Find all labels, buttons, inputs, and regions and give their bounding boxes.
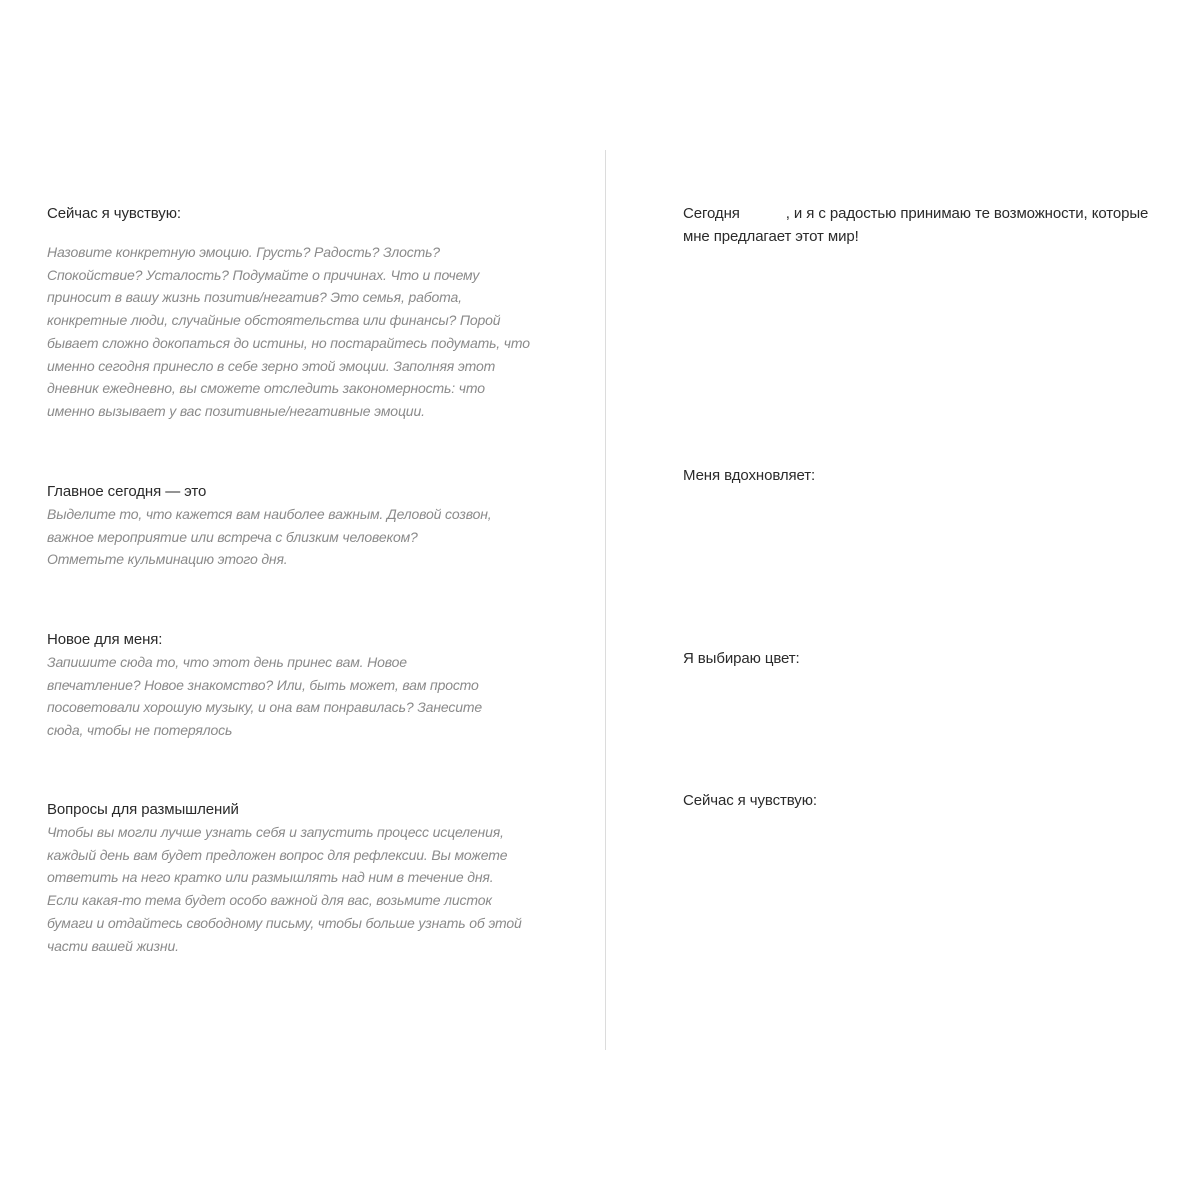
prompt-feeling-now: [683, 789, 1163, 812]
section-heading: Сейчас я чувствую:: [47, 205, 181, 222]
section-heading: Главное сегодня — это: [47, 483, 207, 500]
prompt-heading: Меня вдохновляет:: [683, 467, 816, 484]
daily-intro: [683, 202, 1163, 248]
prompt-heading: Сейчас я чувствую:: [683, 792, 817, 809]
intro-start: Сегодня: [683, 205, 740, 222]
prompt-heading: Я выбираю цвет:: [683, 650, 800, 667]
section-description: Чтобы вы могли лучше узнать себя и запустить процесс исцеления, каждый день вам будет предложен вопрос для рефлексии. Вы можете ответить на него кратко или размышлять над ним в течение дня. Если какая-то тема будет особо важной для вас, возьмите листок бумаги и отдайтесь свободному письму, чтобы больше узнать об этой части вашей жизни.: [47, 824, 522, 954]
intro-text: [683, 202, 1163, 248]
section-heading: Новое для меня:: [47, 631, 163, 648]
section-description: Выделите то, что кажется вам наиболее важным. Деловой созвон, важное мероприятие или встреча с близким человеком? Отметьте кульминацию этого дня.: [47, 506, 492, 568]
section-reflection-questions: [47, 798, 547, 957]
section-main-today: [47, 480, 547, 571]
prompt-inspires-me: [683, 464, 1163, 487]
section-feeling-now: [47, 202, 547, 423]
prompt-choose-color: [683, 647, 1163, 670]
page-divider: [605, 150, 606, 1050]
section-new-for-me: [47, 628, 547, 742]
section-heading: Вопросы для размышлений: [47, 801, 239, 818]
section-description: Запишите сюда то, что этот день принес вам. Новое впечатление? Новое знакомство? Или, быть может, вам просто посоветовали хорошую музыку, и она вам понравилась? Занесите сюда, чтобы не потерялось: [47, 654, 482, 739]
intro-rest: , и я с радостью принимаю те возможности, которые мне предлагает этот мир!: [683, 205, 1149, 245]
section-description: Назовите конкретную эмоцию. Грусть? Радость? Злость? Спокойствие? Усталость? Подумайте о причинах. Что и почему приносит в вашу жизнь позитив/негатив? Это семья, работа, конкретные люди, случайные обстоятельства или финансы? Порой бывает сложно докопаться до истины, но постарайтесь подумать, что именно сегодня принесло в себе зерно этой эмоции. Заполняя этот дневник ежедневно, вы сможете отследить закономерность: что именно вызывает у вас позитивные/негативные эмоции.: [47, 244, 530, 419]
